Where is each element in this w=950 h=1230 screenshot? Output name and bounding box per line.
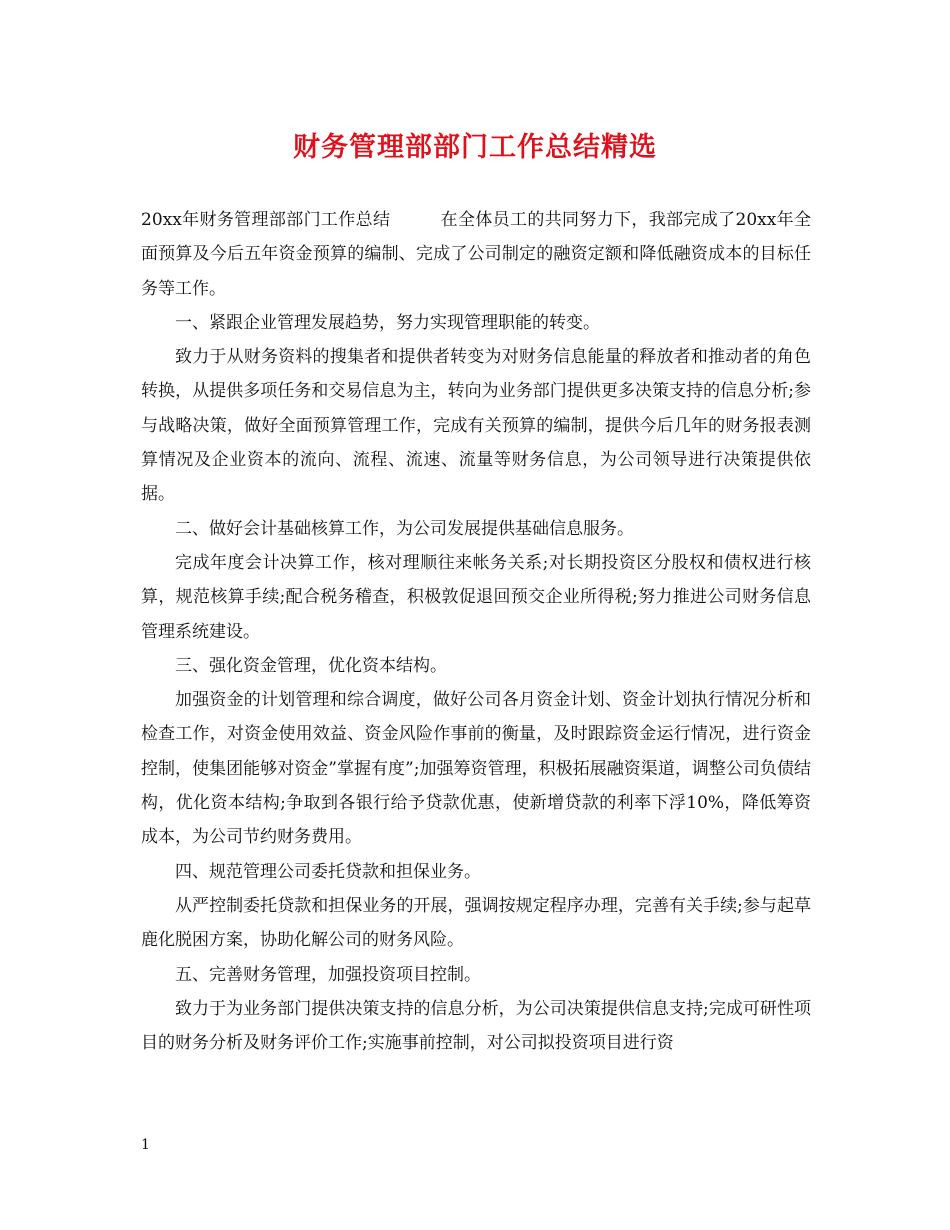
document-body bbox=[141, 203, 811, 1060]
intro-text: 在全体员工的共同努力下，我部完成了20xx年全面预算及今后五年资金预算的编制、完成了公司制定的融资定额和降低融资成本的目标任务等工作。 bbox=[141, 210, 811, 299]
section-heading-1: 一、紧跟企业管理发展趋势，努力实现管理职能的转变。 bbox=[175, 312, 600, 333]
intro-heading: 20xx年财务管理部部门工作总结 bbox=[141, 210, 391, 230]
document-title: 财务管理部部门工作总结精选 bbox=[293, 132, 657, 163]
page-number: 1 bbox=[141, 1137, 150, 1153]
section-body-3: 加强资金的计划管理和综合调度，做好公司各月资金计划、资金计划执行情况分析和检查工作，对资金使用效益、资金风险作事前的衡量，及时跟踪资金运行情况，进行资金控制，使集团能够对资金”掌握有度”;加强筹资管理，积极拓展融资渠道，调整公司负债结构，优化资本结构;争取到各银行给予贷款优惠，使新增贷款的利率下浮10%，降低筹资成本，为公司节约财务费用。 bbox=[141, 690, 811, 848]
section-body-1: 致力于从财务资料的搜集者和提供者转变为对财务信息能量的释放者和推动者的角色转换，从提供多项任务和交易信息为主，转向为业务部门提供更多决策支持的信息分析;参与战略决策，做好全面预算管理工作，完成有关预算的编制，提供今后几年的财务报表测算情况及企业资本的流向、流程、流速、流量等财务信息，为公司领导进行决策提供依据。 bbox=[141, 347, 811, 505]
section-heading-3: 三、强化资金管理，优化资本结构。 bbox=[175, 655, 447, 676]
section-body-2: 完成年度会计决算工作，核对理顺往来帐务关系;对长期投资区分股权和债权进行核算，规范核算手续;配合税务稽查，积极敦促退回预交企业所得税;努力推进公司财务信息管理系统建设。 bbox=[141, 552, 811, 642]
section-heading-4: 四、规范管理公司委托贷款和担保业务。 bbox=[175, 861, 481, 882]
intro-paragraph bbox=[141, 203, 811, 306]
section-body-5: 致力于为业务部门提供决策支持的信息分析，为公司决策提供信息支持;完成可研性项目的财务分析及财务评价工作;实施事前控制，对公司拟投资项目进行资 bbox=[141, 998, 811, 1054]
section-body-4: 从严控制委托贷款和担保业务的开展，强调按规定程序办理，完善有关手续;参与起草鹿化脱困方案，协助化解公司的财务风险。 bbox=[141, 895, 811, 951]
section-heading-5: 五、完善财务管理，加强投资项目控制。 bbox=[175, 964, 481, 985]
section-heading-2: 二、做好会计基础核算工作，为公司发展提供基础信息服务。 bbox=[175, 518, 634, 539]
